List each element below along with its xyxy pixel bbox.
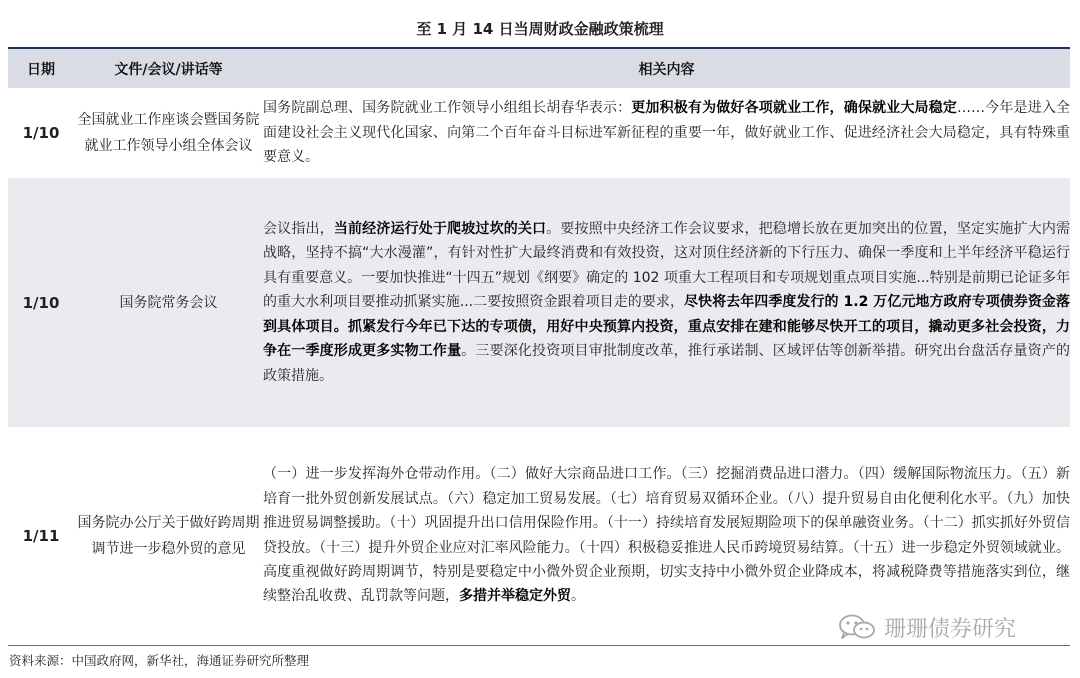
row-date: 1/11 — [22, 526, 60, 545]
policy-table — [8, 49, 1070, 644]
emphasis-text: 尽快将去年四季度发行的 1.2 万亿元地方政府专项债券资金落到具体项目。抓紧发行今年已下达的专项债，用好中央预算内投资，重点安排在建和能够尽快开工的项目，撬动更多社会投资，力争在一季度形成更多实物工作量 — [263, 294, 1070, 360]
content-text: 。要按照中央经济工作会议要求，把稳增长放在更加突出的位置，坚定实施扩大内需战略，坚持不搞“大水漫灌”，有针对性扩大最终消费和有效投资，这对顶住经济新的下行压力、确保一季度和上半年经济平稳运行具有重要意义。一要加快推进“十四五”规划《纲要》确定的 102 项重大工程项目和专项规划重点项目实施...特别是前期已论证多年的重大水利项目要推动抓紧实施...二要按照资金跟着项目走的要求， — [263, 221, 1071, 311]
row-document: 国务院办公厅关于做好跨周期调节进一步稳外贸的意见 — [77, 514, 260, 557]
table-row — [8, 178, 1070, 427]
header-content: 相关内容 — [263, 49, 1070, 88]
emphasis-text: 多措并举稳定外贸 — [459, 588, 571, 605]
bottom-rule — [8, 645, 1070, 646]
emphasis-text: 当前经济运行处于爬坡过坎的关口 — [333, 221, 547, 238]
content-text: 会议指出， — [263, 221, 334, 238]
content-text: ……今年是进入全面建设社会主义现代化国家、向第二个百年奋斗目标进军新征程的重要一年，做好就业工作、促进经济社会大局稳定，具有特殊重要意义。 — [263, 100, 1071, 166]
header-date: 日期 — [8, 49, 74, 88]
content-text: 。三要深化投资项目审批制度改革，推行承诺制、区域评估等创新举措。研究出台盘活存量资产的政策措施。 — [263, 343, 1070, 384]
content-text: 。 — [571, 588, 585, 605]
content-text: （一）进一步发挥海外仓带动作用。（二）做好大宗商品进口工作。（三）挖掘消费品进口潜力。（四）缓解国际物流压力。（五）新培育一批外贸创新发展试点。（六）稳定加工贸易发展。（七）培育贸易双循环企业。（八）提升贸易自由化便利化水平。（九）加快推进贸易调整援助。（十）巩固提升出口信用保险作用。（十一）持续培育发展短期险项下的保单融资业务。（十二）抓实抓好外贸信贷投放。（十三）提升外贸企业应对汇率风险能力。（十四）积极稳妥推进人民币跨境贸易结算。（十五）进一步稳定外贸领域就业。高度重视做好跨周期调节，特别是要稳定中小微外贸企业预期，切实支持中小微外贸企业降成本，将减税降费等措施落实到位，继续整治乱收费、乱罚款等问题， — [263, 466, 1070, 605]
wechat-icon — [838, 614, 876, 640]
header-doc: 文件/会议/讲话等 — [74, 49, 263, 88]
row-document: 国务院常务会议 — [74, 178, 263, 427]
table-row — [8, 88, 1070, 178]
row-date: 1/10 — [22, 124, 60, 142]
watermark-text: 珊珊债券研究 — [884, 616, 1017, 642]
emphasis-text: 更加积极有为做好各项就业工作，确保就业大局稳定 — [631, 100, 958, 117]
content-text: 国务院副总理、国务院就业工作领导小组组长胡春华表示： — [263, 100, 632, 117]
watermark — [838, 612, 1016, 642]
source-note: 资料来源：中国政府网，新华社，海通证券研究所整理 — [9, 653, 310, 668]
table-title: 至 1 月 14 日当周财政金融政策梳理 — [416, 20, 664, 38]
row-date: 1/10 — [8, 178, 74, 427]
row-document: 全国就业工作座谈会暨国务院就业工作领导小组全体会议 — [77, 112, 260, 154]
row-content — [263, 88, 1070, 178]
row-content — [263, 178, 1070, 427]
header-row — [8, 49, 1070, 88]
